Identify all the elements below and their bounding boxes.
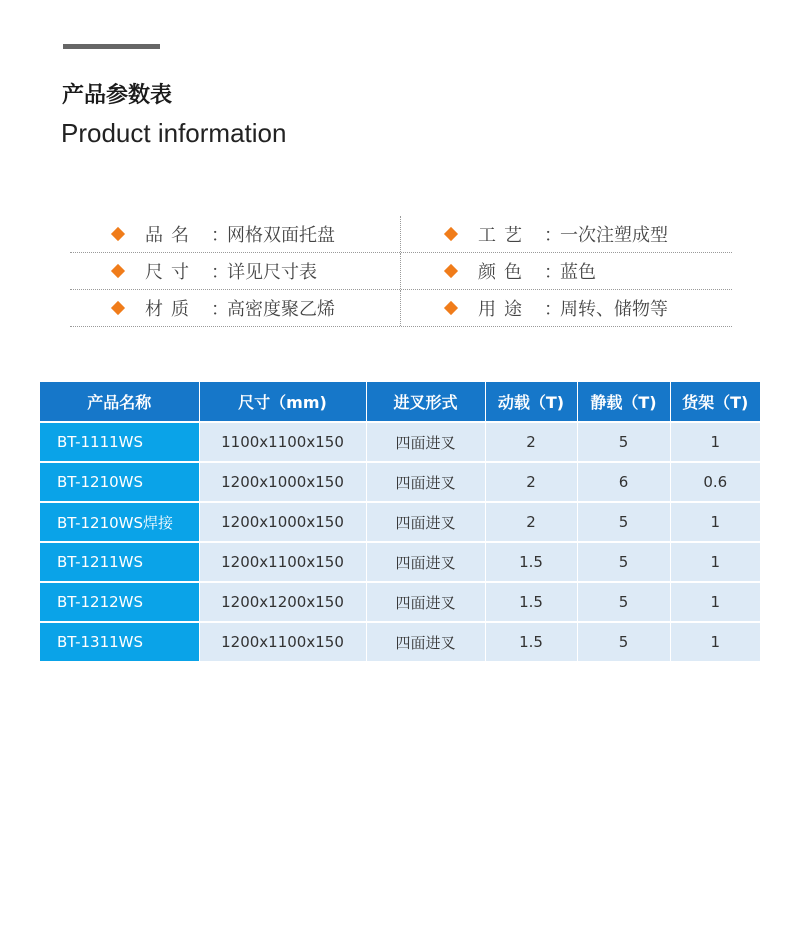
static-load-cell: 5 [577, 502, 670, 542]
dynamic-load-cell: 2 [485, 502, 577, 542]
static-load-cell: 5 [577, 622, 670, 661]
column-header: 货架（T) [670, 382, 760, 422]
info-value: 蓝色 [560, 262, 596, 283]
info-row [70, 216, 732, 253]
product-info-list [70, 216, 732, 327]
info-item-color [401, 253, 732, 289]
racking-load-cell: 1 [670, 542, 760, 582]
static-load-cell: 6 [577, 462, 670, 502]
decorative-top-bar [63, 44, 160, 49]
dynamic-load-cell: 1.5 [485, 582, 577, 622]
info-item-usage [401, 290, 732, 326]
table-header-row [40, 382, 760, 422]
racking-load-cell: 1 [670, 502, 760, 542]
dynamic-load-cell: 2 [485, 422, 577, 462]
info-colon: ： [544, 299, 562, 320]
racking-load-cell: 1 [670, 622, 760, 661]
static-load-cell: 5 [577, 422, 670, 462]
size-cell: 1200x1100x150 [199, 622, 366, 661]
diamond-icon [111, 301, 125, 315]
info-label: 材质 [145, 299, 197, 320]
fork-entry-cell: 四面进叉 [366, 542, 485, 582]
diamond-icon [444, 264, 458, 278]
fork-entry-cell: 四面进叉 [366, 462, 485, 502]
static-load-cell: 5 [577, 582, 670, 622]
static-load-cell: 5 [577, 542, 670, 582]
info-item-material [70, 290, 401, 326]
info-item-process [401, 216, 732, 252]
table-row [40, 542, 760, 582]
info-value: 高密度聚乙烯 [227, 299, 335, 320]
size-cell: 1200x1000x150 [199, 462, 366, 502]
dynamic-load-cell: 1.5 [485, 622, 577, 661]
racking-load-cell: 1 [670, 422, 760, 462]
info-item-size [70, 253, 401, 289]
table-row [40, 502, 760, 542]
info-label: 尺寸 [145, 262, 197, 283]
product-name-cell: BT-1210WS焊接 [40, 502, 199, 542]
column-header: 静载（T) [577, 382, 670, 422]
info-colon: ： [544, 225, 562, 246]
info-label: 用途 [478, 299, 530, 320]
product-name-cell: BT-1210WS [40, 462, 199, 502]
column-header: 动载（T) [485, 382, 577, 422]
info-label: 工艺 [478, 225, 530, 246]
page-title: 产品参数表 [62, 83, 173, 108]
info-row [70, 290, 732, 327]
page-subtitle: Product information [61, 118, 287, 148]
column-header: 产品名称 [40, 382, 199, 422]
product-name-cell: BT-1311WS [40, 622, 199, 661]
info-value: 网格双面托盘 [227, 225, 335, 246]
info-colon: ： [211, 262, 229, 283]
diamond-icon [444, 227, 458, 241]
info-value: 周转、储物等 [560, 299, 668, 320]
size-cell: 1200x1100x150 [199, 542, 366, 582]
size-cell: 1200x1200x150 [199, 582, 366, 622]
dynamic-load-cell: 2 [485, 462, 577, 502]
table-row [40, 422, 760, 462]
product-name-cell: BT-1212WS [40, 582, 199, 622]
column-header: 进叉形式 [366, 382, 485, 422]
racking-load-cell: 1 [670, 582, 760, 622]
racking-load-cell: 0.6 [670, 462, 760, 502]
table-row [40, 462, 760, 502]
table-row [40, 622, 760, 661]
info-colon: ： [211, 299, 229, 320]
dynamic-load-cell: 1.5 [485, 542, 577, 582]
fork-entry-cell: 四面进叉 [366, 422, 485, 462]
fork-entry-cell: 四面进叉 [366, 582, 485, 622]
info-row [70, 253, 732, 290]
fork-entry-cell: 四面进叉 [366, 502, 485, 542]
column-header: 尺寸（mm) [199, 382, 366, 422]
diamond-icon [111, 227, 125, 241]
product-spec-table [40, 382, 760, 661]
info-item-name [70, 216, 401, 252]
info-value: 一次注塑成型 [560, 225, 668, 246]
diamond-icon [444, 301, 458, 315]
info-value: 详见尺寸表 [227, 262, 317, 283]
size-cell: 1200x1000x150 [199, 502, 366, 542]
fork-entry-cell: 四面进叉 [366, 622, 485, 661]
table-row [40, 582, 760, 622]
product-name-cell: BT-1111WS [40, 422, 199, 462]
info-label: 颜色 [478, 262, 530, 283]
size-cell: 1100x1100x150 [199, 422, 366, 462]
diamond-icon [111, 264, 125, 278]
info-colon: ： [544, 262, 562, 283]
info-colon: ： [211, 225, 229, 246]
product-name-cell: BT-1211WS [40, 542, 199, 582]
info-label: 品名 [145, 225, 197, 246]
